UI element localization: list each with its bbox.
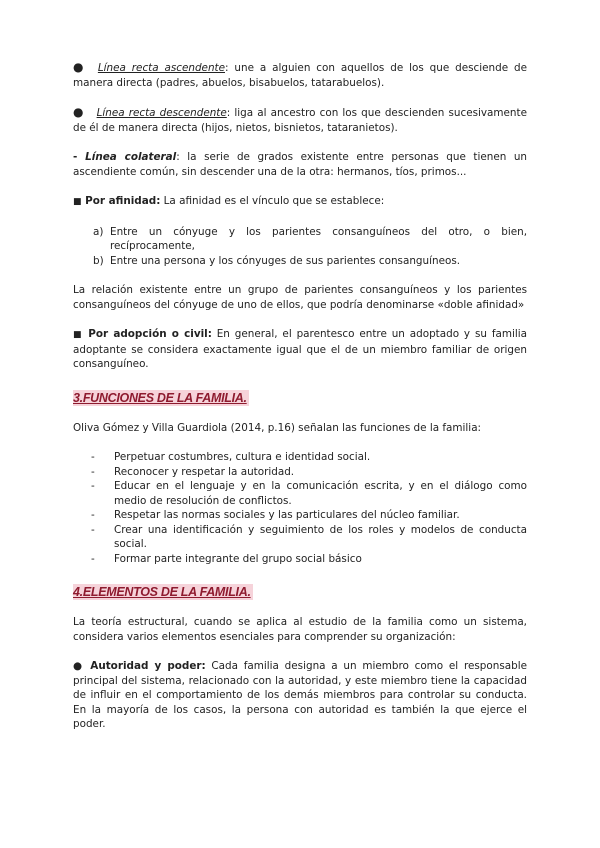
section-heading-elementos [73,581,527,600]
afinidad-list [73,225,527,269]
bullet-icon: ● [73,105,85,119]
paragraph-linea-colateral [73,150,527,179]
term-autoridad-poder: Autoridad y poder: [90,660,206,672]
term-linea-colateral: Línea colateral [85,151,177,163]
list-item [93,254,527,269]
heading-elementos: 4.ELEMENTOS DE LA FAMILIA. [73,585,251,599]
list-marker: a) [93,225,104,238]
bullet-icon: ● [73,660,91,672]
paragraph-doble-afinidad: La relación existente entre un grupo de parientes consanguíneos y los parientes consanguíneos del cónyuge de uno de ellos, que podría denominarse «doble afinidad» [73,284,527,311]
text-por-adopcion: En general, el parentesco entre un adoptado y su familia adoptante se considera exactamente igual que el de un miembro familiar de origen consanguíneo. [73,328,527,370]
bullet-icon: ● [73,60,87,74]
text-linea-descendente: : liga al ancestro con los que descienden sucesivamente de él de manera directa (hijos, nietos, bisnietos, tataranietos). [73,107,527,134]
list-item [93,225,527,254]
dash-marker: - [91,523,95,536]
paragraph-por-adopcion [73,327,527,372]
paragraph-por-afinidad [73,194,527,210]
paragraph-linea-descendente [73,105,527,135]
list-item-text: Entre un cónyuge y los parientes consanguíneos del otro, o bien, recíprocamente, [110,225,527,252]
list-item-text: Formar parte integrante del grupo social básico [114,552,362,565]
list-item [91,523,527,552]
text-linea-ascendente: : une a alguien con aquellos de los que desciende de manera directa (padres, abuelos, bisabuelos, tatarabuelos). [73,62,527,89]
paragraph-linea-ascendente [73,60,527,90]
term-por-afinidad: Por afinidad: [81,195,161,207]
list-item [91,552,527,567]
dash-marker: - [91,509,95,521]
section-heading-funciones [73,387,527,406]
term-por-adopcion: Por adopción o civil: [83,328,212,340]
paragraph-autoridad-poder [73,659,527,732]
prefix-dash: - [73,151,86,163]
list-item [91,479,527,508]
list-item-text: Educar en el lenguaje y en la comunicación escrita, y en el diálogo como medio de resolución de conflictos. [114,480,527,507]
list-item [91,508,527,523]
document-page [73,60,527,732]
funciones-list [73,450,527,566]
dash-marker: - [91,465,95,478]
heading-funciones: 3.FUNCIONES DE LA FAMILIA. [73,390,247,405]
list-item-text: Respetar las normas sociales y las particulares del núcleo familiar. [114,509,460,521]
text-linea-colateral: : la serie de grados existente entre personas que tienen un ascendiente común, sin descender una de la otra: hermanos, tíos, primos... [73,151,527,178]
list-item-text: Perpetuar costumbres, cultura e identidad social. [114,451,371,463]
list-item-text: Crear una identificación y seguimiento de los roles y modelos de conducta social. [114,523,527,550]
paragraph-oliva-gomez: Oliva Gómez y Villa Guardiola (2014, p.16) señalan las funciones de la familia: [73,421,482,434]
list-item [91,465,527,480]
list-item-text: Entre una persona y los cónyuges de sus parientes consanguíneos. [110,254,461,267]
dash-marker: - [91,451,95,463]
square-bullet-icon: ■ [73,330,84,340]
text-por-afinidad: La afinidad es el vínculo que se establece: [160,195,385,207]
square-bullet-icon: ■ [73,197,82,207]
term-linea-ascendente: Línea recta ascendente [97,62,225,74]
text-autoridad-poder: Cada familia designa a un miembro como el responsable principal del sistema, relacionado con la autoridad, y este miembro tiene la capacidad de influir en el comportamiento de los demás miembros para controlar su conducta. En la mayoría de los casos, la persona con autoridad es también la que ejerce el poder. [73,660,527,730]
dash-marker: - [91,552,95,565]
list-item-text: Reconocer y respetar la autoridad. [114,465,295,478]
term-linea-descendente: Línea recta descendente [96,107,227,119]
list-marker: b) [93,254,104,267]
list-item [91,450,527,465]
dash-marker: - [91,480,95,492]
paragraph-teoria-estructural: La teoría estructural, cuando se aplica al estudio de la familia como un sistema, considera varios elementos esenciales para comprender su organización: [73,616,527,643]
